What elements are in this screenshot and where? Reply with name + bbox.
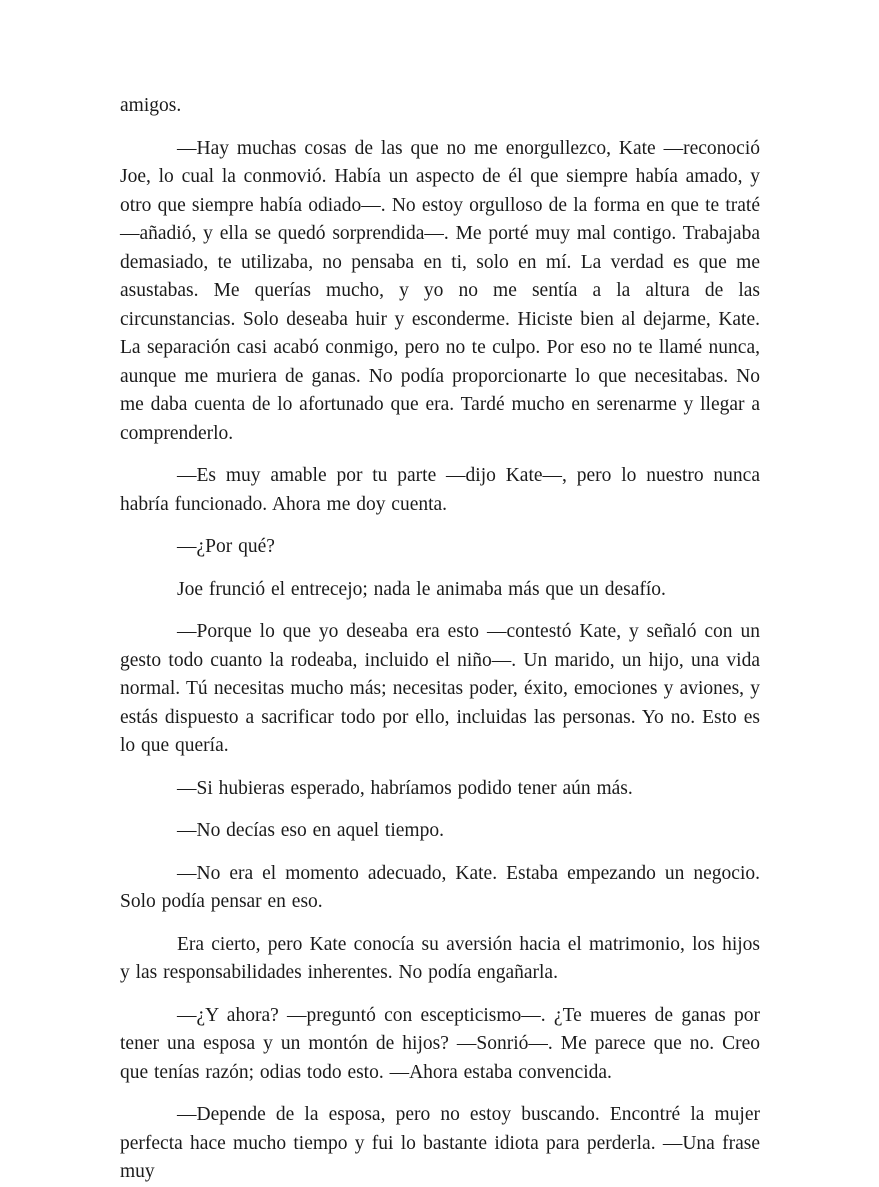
paragraph: —Si hubieras esperado, habríamos podido tener aún más. — [177, 777, 633, 799]
paragraph: Era cierto, pero Kate conocía su aversión hacia el matrimonio, los hijos y las responsabilidades inherentes. No podía engañarla. — [120, 933, 760, 983]
paragraph: —Es muy amable por tu parte —dijo Kate—, pero lo nuestro nunca habría funcionado. Ahora me doy cuenta. — [120, 465, 760, 515]
paragraph: —¿Por qué? — [177, 536, 275, 557]
paragraph: —Porque lo que yo deseaba era esto —contestó Kate, y señaló con un gesto todo cuanto la rodeaba, incluido el niño—. Un marido, un hijo, una vida normal. Tú necesitas mucho más; necesitas poder, éxito, emociones y aviones, y estás dispuesto a sacrificar todo por ello, incluidas las personas. Yo no. Esto es lo que quería. — [120, 621, 760, 756]
paragraph: —¿Y ahora? —preguntó con escepticismo—. ¿Te mueres de ganas por tener una esposa y un montón de hijos? —Sonrió—. Me parece que no. Creo que tenías razón; odias todo esto. —Ahora estaba convencida. — [120, 1004, 760, 1083]
paragraph: —No era el momento adecuado, Kate. Estaba empezando un negocio. Solo podía pensar en eso. — [120, 862, 760, 912]
paragraph: Joe frunció el entrecejo; nada le animaba más que un desafío. — [177, 578, 666, 600]
paragraph-page-break: —Depende de la esposa, pero no estoy buscando. Encontré la mujer perfecta hace mucho tiempo y fui lo bastante idiota para perderla. —Una frase muy — [120, 1104, 760, 1182]
paragraph: —Hay muchas cosas de las que no me enorgullezco, Kate —reconoció Joe, lo cual la conmovió. Había un aspecto de él que siempre había amado, y otro que siempre había odiado—. No estoy orgulloso de la forma en que te traté —añadió, y ella se quedó sorprendida—. Me porté muy mal contigo. Trabajaba demasiado, te utilizaba, no pensaba en ti, solo en mí. La verdad es que me asustabas. Me querías mucho, y yo no me sentía a la altura de las circunstancias. Solo deseaba huir y esconderme. Hiciste bien al dejarme, Kate. La separación casi acabó conmigo, pero no te culpo. Por eso no te llamé nunca, aunque me muriera de ganas. No podía proporcionarte lo que necesitabas. No me daba cuenta de lo afortunado que era. Tardé mucho en serenarme y llegar a comprenderlo. — [120, 137, 760, 444]
paragraph: —No decías eso en aquel tiempo. — [177, 820, 444, 841]
paragraph-continuation: amigos. — [120, 95, 182, 116]
